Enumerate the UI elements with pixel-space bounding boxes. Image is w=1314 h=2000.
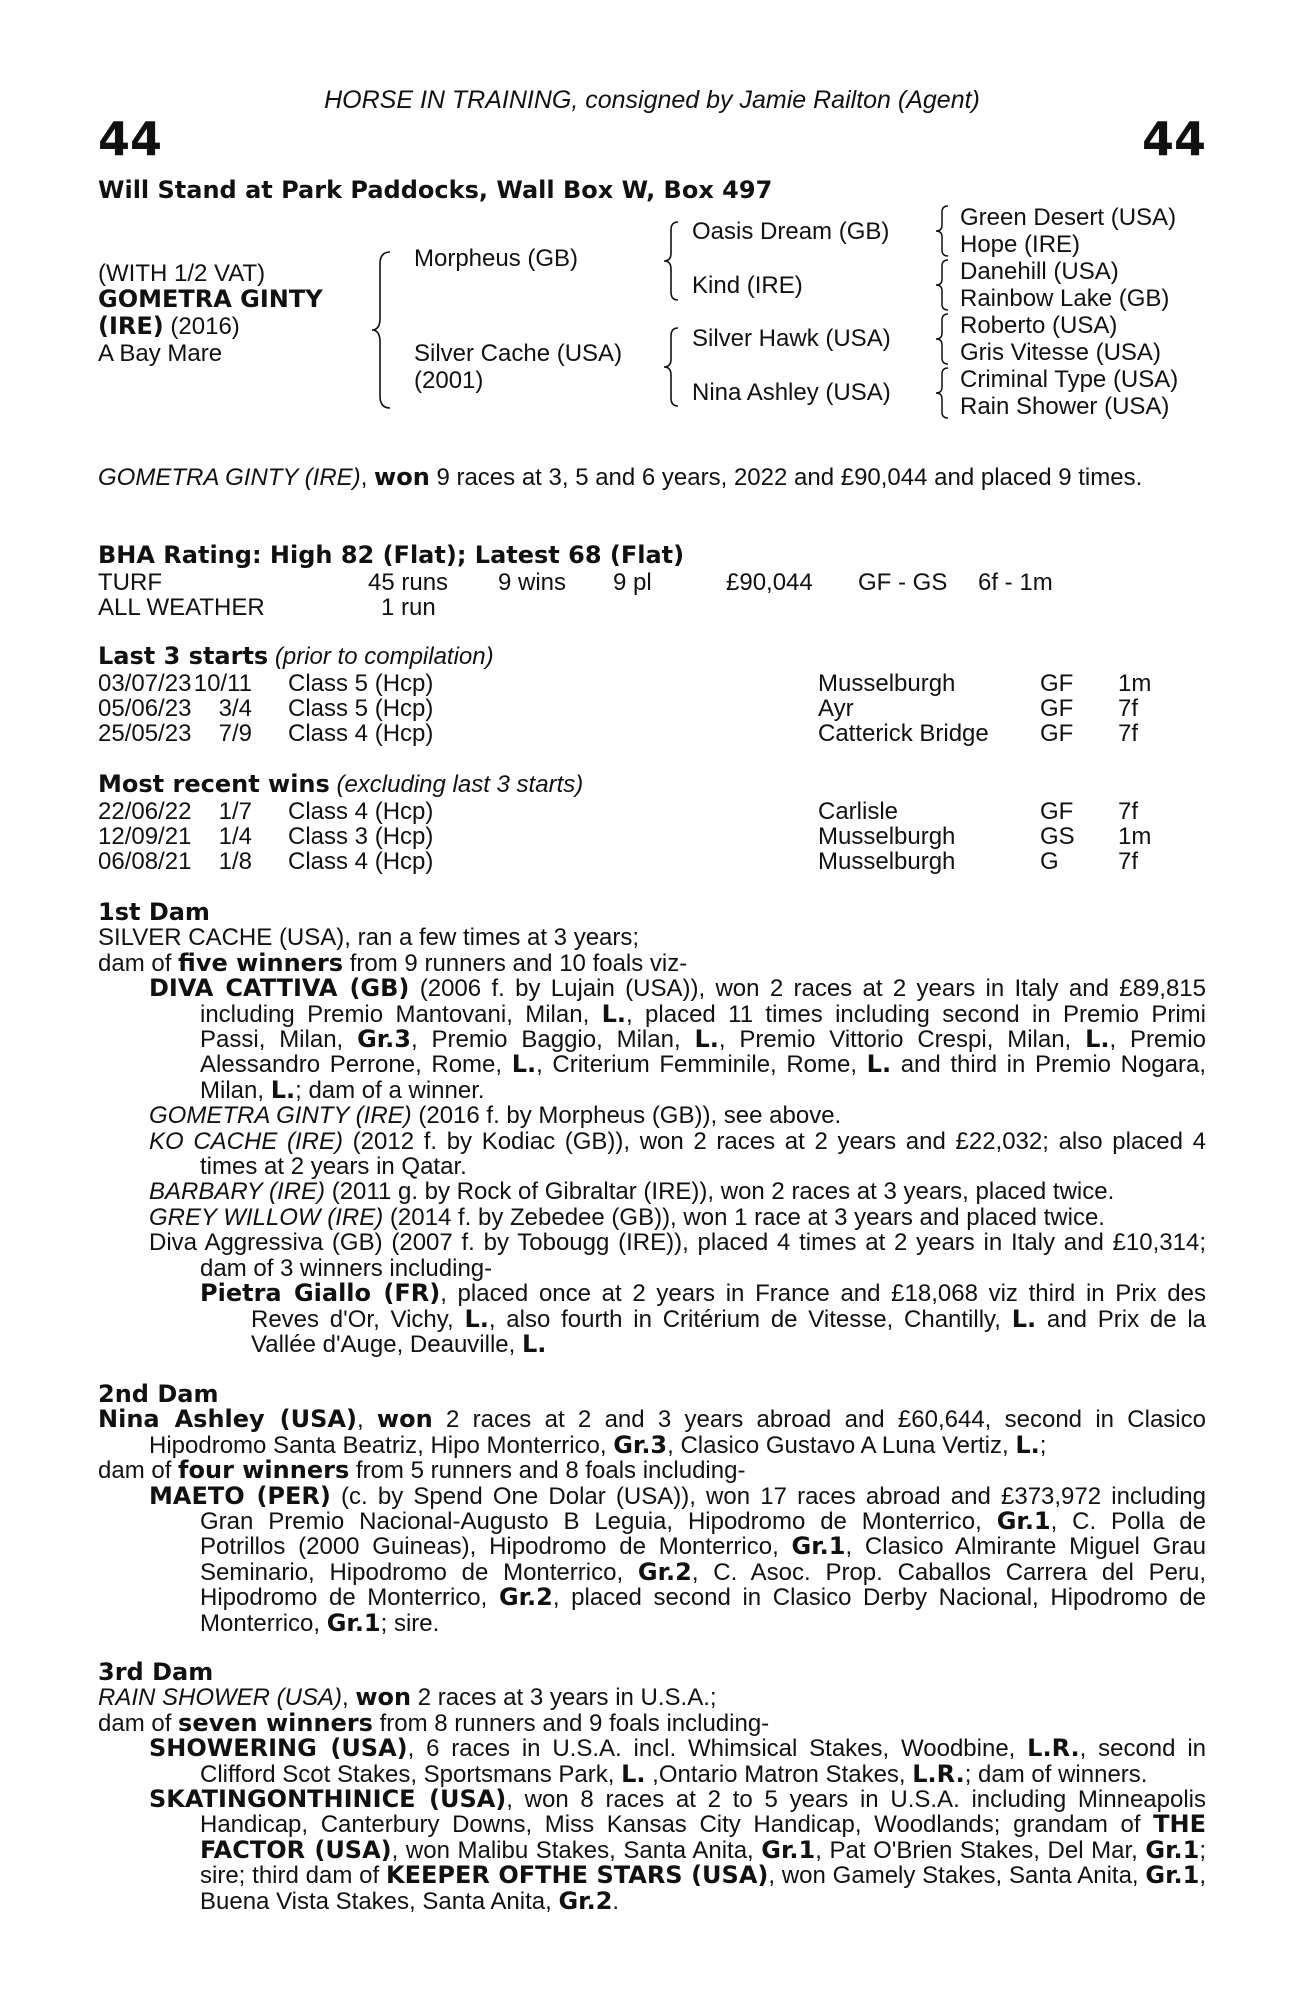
race-distance: 1m xyxy=(1118,670,1152,697)
race-grade: Gr.2 xyxy=(498,1583,553,1612)
turf-label: TURF xyxy=(98,569,162,596)
race-position: 1/4 xyxy=(218,823,252,850)
progeny-barbary xyxy=(98,1179,1206,1204)
race-grade: Gr.3 xyxy=(357,1025,411,1054)
winners-count: five winners xyxy=(178,948,344,977)
third-dam-progeny-line xyxy=(98,1708,1206,1737)
second-dam-intro: Nina Ashley (USA), won 2 races at 2 and 3 years abroad and £60,644, second in Clasico Hipodromo Santa Beatriz, Hipo Monterrico, Gr.3, Clasico Gustavo A Luna Vertiz, L.; xyxy=(98,1405,1206,1459)
text: ; xyxy=(1039,1431,1047,1459)
won-word: won xyxy=(376,1405,433,1434)
race-date: 03/07/23 xyxy=(98,670,192,697)
race-distance: 7f xyxy=(1118,848,1139,875)
ped-dsd: Gris Vitesse (USA) xyxy=(960,339,1161,366)
text: dam of xyxy=(98,1709,179,1737)
race-class: Class 4 (Hcp) xyxy=(288,848,434,875)
second-dam-section xyxy=(98,1382,1206,1636)
text: , Clasico Almirante Miguel Grau Seminario, Hipodromo de Monterrico, xyxy=(200,1533,1206,1586)
race-class: Class 4 (Hcp) xyxy=(288,798,434,825)
turf-placed: 9 pl xyxy=(613,569,652,596)
ped-sdd: Rainbow Lake (GB) xyxy=(960,285,1170,312)
text: , placed second in Clasico Derby Nacional, Hipodromo de Monterrico, xyxy=(200,1584,1207,1637)
horse-name: THE FACTOR (USA) xyxy=(200,1810,1206,1864)
race-going: G xyxy=(1040,848,1059,875)
progeny-maeto xyxy=(98,1481,1207,1637)
ped-ssd: Hope (IRE) xyxy=(960,231,1081,258)
race-date: 06/08/21 xyxy=(98,848,192,875)
race-course: Catterick Bridge xyxy=(818,720,989,747)
horse-name: BARBARY (IRE) xyxy=(149,1178,326,1206)
catalogue-page xyxy=(98,0,1206,2000)
winners-count: four winners xyxy=(178,1456,350,1485)
text: (2006 f. by Lujain (USA)), won 2 races at 2 years in Italy and £89,815 including Premio Mantovani, Milan, xyxy=(200,975,1207,1028)
race-going: GF xyxy=(1040,798,1074,825)
horse-country: (IRE) xyxy=(98,312,164,340)
ped-sss: Green Desert (USA) xyxy=(960,204,1177,231)
ped-ddd: Rain Shower (USA) xyxy=(960,393,1170,420)
horse-year: (2016) xyxy=(163,313,240,340)
race-class: Class 3 (Hcp) xyxy=(288,823,434,850)
table-row xyxy=(98,798,1206,823)
race-class: Class 4 (Hcp) xyxy=(288,720,434,747)
progeny-gometra-ginty xyxy=(98,1103,1206,1128)
text: 2 races at 3 years in U.S.A.; xyxy=(411,1684,717,1712)
race-grade: L. xyxy=(694,1025,719,1054)
winners-count: seven winners xyxy=(178,1708,373,1737)
race-date: 12/09/21 xyxy=(98,823,192,850)
second-dam-title: 2nd Dam xyxy=(98,1380,219,1408)
ped-sds: Danehill (USA) xyxy=(960,258,1119,285)
race-position: 7/9 xyxy=(218,720,252,747)
text: dam of xyxy=(98,949,179,977)
horse-name: SKATINGONTHINICE (USA) xyxy=(149,1785,507,1814)
pedigree-brace-main xyxy=(370,250,392,410)
race-date: 22/06/22 xyxy=(98,798,192,825)
sire-dam: Kind (IRE) xyxy=(692,272,803,299)
race-grade: L. xyxy=(521,1329,547,1358)
table-row xyxy=(98,823,1206,848)
lot-number-left: 44 xyxy=(98,112,163,166)
first-dam-intro: SILVER CACHE (USA), ran a few times at 3 years; xyxy=(98,924,640,952)
horse-name: Pietra Giallo (FR) xyxy=(200,1279,441,1308)
horse-name: GOMETRA GINTY (IRE) xyxy=(149,1102,412,1130)
text: , placed 11 times including second in Premio Primi Passi, Milan, xyxy=(200,1000,1207,1054)
race-grade: L. xyxy=(1085,1025,1110,1054)
pedigree-brace-dam xyxy=(662,326,680,408)
recent-wins-heading xyxy=(98,772,583,797)
race-grade: Gr.1 xyxy=(791,1532,846,1561)
pedigree-brace-ds xyxy=(934,312,950,366)
race-grade: Gr.3 xyxy=(613,1430,668,1459)
race-grade: L. xyxy=(1015,1430,1040,1459)
race-going: GF xyxy=(1040,695,1074,722)
progeny-pietra-giallo xyxy=(98,1281,1206,1357)
race-grade: L. xyxy=(464,1304,489,1333)
text: . xyxy=(612,1887,620,1915)
race-course: Musselburgh xyxy=(818,823,956,850)
race-grade: Gr.1 xyxy=(1145,1835,1200,1864)
summary-rest: 9 races at 3, 5 and 6 years, 2022 and £90,044 and placed 9 times. xyxy=(429,464,1143,491)
text: , Premio Vittorio Crespi, Milan, xyxy=(718,1026,1086,1054)
race-grade: L.R. xyxy=(912,1759,965,1788)
text: ; dam of a winner. xyxy=(295,1076,485,1104)
text: ; sire; third dam of xyxy=(200,1836,1206,1890)
aw-runs: 1 run xyxy=(381,594,436,621)
third-dam-section xyxy=(98,1660,1206,1914)
race-position: 10/11 xyxy=(193,670,252,697)
ped-dds: Criminal Type (USA) xyxy=(960,366,1179,393)
race-distance: 7f xyxy=(1118,798,1139,825)
horse-name: KEEPER OFTHE STARS (USA) xyxy=(385,1861,769,1890)
text: , Pat O'Brien Stakes, Del Mar, xyxy=(815,1836,1146,1864)
won-word: won xyxy=(355,1683,412,1712)
table-row xyxy=(98,848,1206,873)
race-position: 1/8 xyxy=(218,848,252,875)
first-dam-title: 1st Dam xyxy=(98,898,210,926)
recent-title: Most recent wins xyxy=(98,770,330,798)
all-weather-row xyxy=(98,594,1206,619)
race-grade: L. xyxy=(270,1075,296,1104)
race-grade: Gr.1 xyxy=(996,1507,1051,1536)
last3-title: Last 3 starts xyxy=(98,642,269,670)
race-grade: Gr.1 xyxy=(761,1835,816,1864)
text: (2016 f. by Morpheus (GB)), see above. xyxy=(411,1102,842,1130)
horse-name: Nina Ashley (USA) xyxy=(98,1405,357,1434)
progeny-diva-aggressiva: Diva Aggressiva (GB) (2007 f. by Tobougg (IRE)), placed 4 times at 2 years in Italy and £10,314; dam of 3 winners including- xyxy=(149,1229,1206,1282)
sire: Morpheus (GB) xyxy=(414,245,579,272)
text: , C. Asoc. Prop. Caballos Carrera del Peru, Hipodromo de Monterrico, xyxy=(200,1558,1206,1612)
horse-name: GREY WILLOW (IRE) xyxy=(149,1203,384,1231)
race-grade: Gr.1 xyxy=(326,1608,381,1637)
text: (c. by Spend One Dolar (USA)), won 17 races abroad and £373,972 including Gran Premio Nacional-Augusto B Leguia, Hipodromo de Monterrico, xyxy=(200,1482,1206,1536)
race-grade: L. xyxy=(601,999,627,1028)
stand-location: Will Stand at Park Paddocks, Wall Box W, Box 497 xyxy=(98,176,773,204)
pedigree-brace-sire xyxy=(662,220,680,302)
summary-won: won xyxy=(374,463,430,491)
text: and third in Premio Nogara, Milan, xyxy=(200,1051,1207,1104)
turf-distance: 6f - 1m xyxy=(978,569,1053,596)
text: , 6 races in U.S.A. incl. Whimsical Stakes, Woodbine, xyxy=(407,1735,1028,1763)
dam-year: (2001) xyxy=(414,367,484,394)
table-row xyxy=(98,670,1206,695)
text: dam of xyxy=(98,1457,179,1485)
race-grade: Gr.2 xyxy=(637,1557,692,1586)
text: ,Ontario Matron Stakes, xyxy=(645,1760,913,1788)
horse-name: KO CACHE (IRE) xyxy=(149,1127,343,1155)
race-position: 1/7 xyxy=(218,798,252,825)
race-going: GS xyxy=(1040,823,1075,850)
race-grade: L. xyxy=(866,1050,892,1079)
consignment-header: HORSE IN TRAINING, consigned by Jamie Railton (Agent) xyxy=(324,86,980,114)
text: from 8 runners and 9 foals including- xyxy=(372,1709,770,1737)
turf-wins: 9 wins xyxy=(498,569,567,596)
sire-sire: Oasis Dream (GB) xyxy=(692,218,890,245)
last3-heading xyxy=(98,644,494,669)
text: (2014 f. by Zebedee (GB)), won 1 race at 3 years and placed twice. xyxy=(383,1203,1105,1231)
aw-label: ALL WEATHER xyxy=(98,594,265,621)
horse-name-line2 xyxy=(98,313,240,340)
text: , also fourth in Critérium de Vitesse, Chantilly, xyxy=(488,1305,1012,1333)
horse-name: RAIN SHOWER (USA) xyxy=(98,1684,343,1712)
third-dam-intro: RAIN SHOWER (USA), won 2 races at 3 years in U.S.A.; xyxy=(98,1683,717,1712)
text: , C. Polla de Potrillos (2000 Guineas), Hipodromo de Monterrico, xyxy=(200,1508,1207,1561)
race-summary: GOMETRA GINTY (IRE), won 9 races at 3, 5 and 6 years, 2022 and £90,044 and placed 9 times. xyxy=(98,463,1143,491)
text: ; sire. xyxy=(380,1609,440,1637)
text: (2011 g. by Rock of Gibraltar (IRE)), won 2 races at 3 years, placed twice. xyxy=(325,1178,1115,1206)
text: ; dam of winners. xyxy=(964,1760,1148,1788)
third-dam-title: 3rd Dam xyxy=(98,1658,214,1686)
progeny-grey-willow xyxy=(98,1205,1206,1230)
dam-dam: Nina Ashley (USA) xyxy=(692,379,891,406)
race-class: Class 5 (Hcp) xyxy=(288,695,434,722)
race-date: 05/06/23 xyxy=(98,695,192,722)
race-grade: Gr.2 xyxy=(558,1886,613,1915)
turf-runs: 45 runs xyxy=(368,569,449,596)
pedigree-brace-ss xyxy=(934,204,950,258)
text: , won Gamely Stakes, Santa Anita, xyxy=(768,1862,1146,1890)
race-date: 25/05/23 xyxy=(98,720,192,747)
text: , won Malibu Stakes, Santa Anita, xyxy=(391,1836,762,1864)
text: , won 8 races at 2 to 5 years in U.S.A. including Minneapolis Handicap, Canterbury Downs, Miss Kansas City Handicap, Woodlands; grandam of xyxy=(200,1786,1207,1839)
table-row xyxy=(98,695,1206,720)
turf-earnings: £90,044 xyxy=(726,569,813,596)
progeny-skatingonthinice xyxy=(98,1787,1206,1914)
progeny-ko-cache xyxy=(98,1129,1206,1180)
first-dam-section xyxy=(98,900,1206,1357)
pedigree-brace-dd xyxy=(934,366,950,420)
dam: Silver Cache (USA) xyxy=(414,340,623,367)
text: from 5 runners and 8 foals including- xyxy=(349,1457,746,1485)
summary-horse-name: GOMETRA GINTY (IRE) xyxy=(98,464,361,491)
text: , Clasico Gustavo A Luna Vertiz, xyxy=(667,1431,1016,1459)
race-course: Musselburgh xyxy=(818,670,956,697)
second-dam-progeny-line xyxy=(98,1458,1206,1483)
race-position: 3/4 xyxy=(218,695,252,722)
text: , Premio Baggio, Milan, xyxy=(411,1026,695,1054)
race-grade: L. xyxy=(621,1759,646,1788)
text: , Buena Vista Stakes, Santa Anita, xyxy=(200,1862,1207,1915)
text: , placed once at 2 years in France and £18,068 viz third in Prix des Reves d'Or, Vichy, xyxy=(251,1280,1207,1333)
race-grade: Gr.1 xyxy=(1145,1861,1200,1890)
horse-name: SHOWERING (USA) xyxy=(149,1734,408,1763)
vat-note: (WITH 1/2 VAT) xyxy=(98,260,266,287)
progeny-diva-cattiva xyxy=(98,976,1206,1103)
lot-number-right: 44 xyxy=(1141,112,1206,166)
race-course: Carlisle xyxy=(818,798,899,825)
horse-name: MAETO (PER) xyxy=(149,1481,331,1510)
race-course: Ayr xyxy=(818,695,854,722)
horse-name: GOMETRA GINTY xyxy=(98,285,323,313)
recent-note: (excluding last 3 starts) xyxy=(329,771,584,798)
race-grade: L. xyxy=(511,1050,537,1079)
race-class: Class 5 (Hcp) xyxy=(288,670,434,697)
race-grade: L.R. xyxy=(1027,1734,1080,1763)
race-going: GF xyxy=(1040,720,1074,747)
table-row xyxy=(98,720,1206,745)
dam-sire: Silver Hawk (USA) xyxy=(692,325,891,352)
text: , Premio Alessandro Perrone, Rome, xyxy=(200,1026,1207,1079)
race-grade: L. xyxy=(1011,1304,1037,1333)
progeny-showering xyxy=(98,1736,1206,1787)
horse-description: A Bay Mare xyxy=(98,340,223,367)
race-course: Musselburgh xyxy=(818,848,956,875)
race-distance: 7f xyxy=(1118,695,1139,722)
text: 2 races at 2 and 3 years abroad and £60,644, second in Clasico Hipodromo Santa Beatriz, Hipo Monterrico, xyxy=(149,1406,1206,1459)
turf-row xyxy=(98,569,1206,594)
text: from 9 runners and 10 foals viz- xyxy=(343,949,688,977)
last3-note: (prior to compilation) xyxy=(268,643,494,670)
pedigree-brace-sd xyxy=(934,258,950,312)
text: , second in Clifford Scot Stakes, Sportsmans Park, xyxy=(200,1735,1206,1788)
horse-name: DIVA CATTIVA (GB) xyxy=(149,974,410,1003)
race-going: GF xyxy=(1040,670,1074,697)
text: and Prix de la Vallée d'Auge, Deauville, xyxy=(251,1305,1206,1358)
text: , Criterium Femminile, Rome, xyxy=(536,1051,867,1079)
first-dam-progeny-line xyxy=(98,948,1206,977)
text: (2012 f. by Kodiac (GB)), won 2 races at 2 years and £22,032; also placed 4 times at 2 years in Qatar. xyxy=(200,1127,1206,1181)
bha-rating-title: BHA Rating: High 82 (Flat); Latest 68 (Flat) xyxy=(98,541,685,569)
ped-dss: Roberto (USA) xyxy=(960,312,1118,339)
turf-going: GF - GS xyxy=(858,569,948,596)
race-distance: 1m xyxy=(1118,823,1152,850)
race-distance: 7f xyxy=(1118,720,1139,747)
